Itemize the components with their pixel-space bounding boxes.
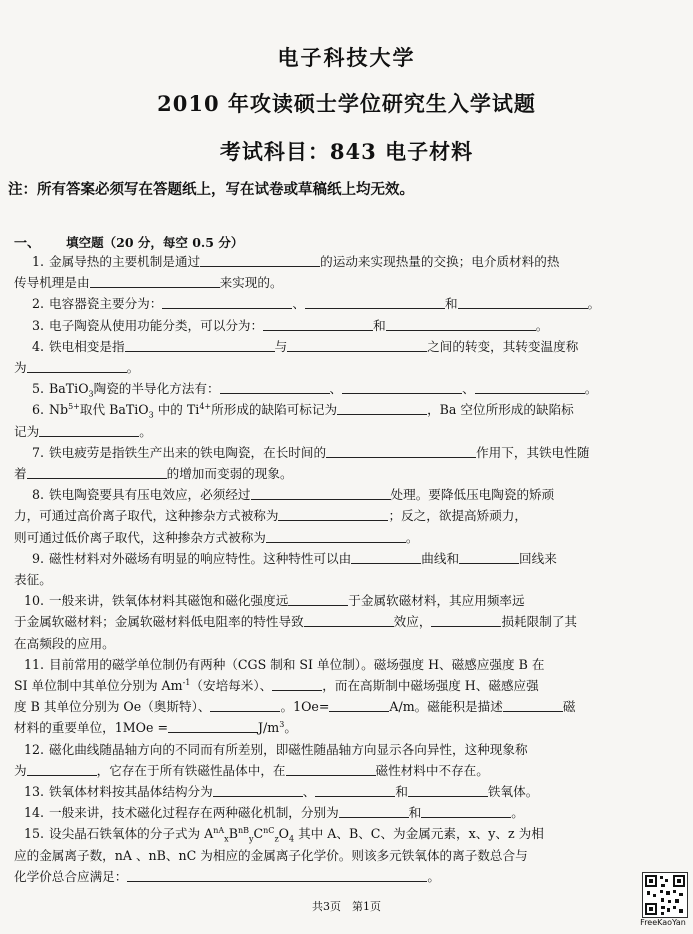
question-1: [14, 251, 684, 293]
question-number: 5.: [31, 381, 44, 397]
question-text: 力，可通过高价离子取代，这种掺杂方式被称为: [14, 508, 279, 524]
question-12: [14, 739, 684, 781]
question-text: BaTiO: [49, 381, 89, 397]
superscript: -1: [182, 677, 191, 687]
answer-blank: [287, 338, 427, 352]
question-text: J/m: [258, 720, 280, 736]
question-text: 一般来讲，技术磁化过程存在两种磁化机制，分别为: [49, 805, 339, 821]
answer-blank: [421, 804, 511, 818]
question-text: 于金属软磁材料；金属软磁材料低电阻率的特性导致: [14, 614, 304, 630]
question-4: [14, 336, 684, 378]
answer-blank: [251, 486, 391, 500]
question-text: 为: [14, 762, 27, 778]
question-text: 磁性材料中不存在。: [375, 762, 489, 778]
question-text: 于金属软磁材料，其应用频率远: [348, 593, 525, 609]
question-9: [14, 548, 684, 590]
question-text: 和: [395, 784, 408, 800]
question-text: 损耗限制了其: [501, 614, 577, 630]
question-text: 电子陶瓷从使用功能分类，可以分为：: [49, 317, 264, 333]
question-text: 表征。: [14, 572, 52, 588]
answer-blank: [277, 868, 427, 882]
question-number: 11.: [23, 656, 44, 672]
watermark-label: FreeKaoYan: [640, 918, 686, 927]
question-text: 、: [292, 296, 305, 312]
question-text: 、: [329, 381, 343, 397]
question-15: [14, 823, 684, 887]
question-text: 为: [14, 360, 27, 376]
question-number: 2.: [31, 296, 44, 312]
answer-blank: [386, 317, 536, 331]
superscript: 5+: [68, 402, 80, 412]
question-text: 化学价总合应满足：: [14, 868, 128, 884]
question-text: 。: [535, 317, 549, 333]
university-title: 电子科技大学: [277, 45, 416, 70]
question-text: SI 单位制中其单位分别为 Am: [14, 678, 183, 694]
superscript: nB: [237, 826, 249, 836]
answer-blank: [168, 719, 258, 733]
question-7: [14, 442, 684, 484]
question-text: ，Ba 空位所形成的缺陷标: [427, 402, 574, 418]
question-text: 回线来: [519, 550, 557, 566]
question-text: 磁化曲线随晶轴方向的不同而有所差别，即磁性随晶轴方向显示各向异性，这种现象称: [49, 741, 528, 757]
question-number: 4.: [31, 338, 44, 354]
question-text: 之间的转变，其转变温度称: [427, 338, 579, 354]
answer-blank: [213, 783, 303, 797]
answer-blank: [266, 529, 406, 543]
question-text: 铁电陶瓷要具有压电效应，必须经过: [49, 487, 251, 503]
section-header: [14, 232, 684, 251]
section-number: 一、: [14, 236, 41, 251]
answer-blank: [326, 444, 476, 458]
question-text: 。: [511, 805, 524, 821]
superscript: nC: [263, 826, 275, 836]
question-text: 一般来讲，铁氧体材料其磁饱和磁化强度远: [49, 593, 289, 609]
question-text: 。: [584, 381, 598, 397]
answer-blank: [351, 550, 421, 564]
question-text: （安培每米）、: [190, 678, 273, 694]
question-number: 1.: [31, 254, 44, 269]
question-text: 。: [587, 296, 601, 312]
question-number: 3.: [31, 317, 44, 333]
question-number: 9.: [31, 550, 44, 566]
question-text: 记为: [14, 423, 40, 439]
exam-title: 2010 年攻读硕士学位研究生入学试题: [157, 91, 536, 116]
question-text: Nb: [49, 402, 69, 418]
subscript: x: [224, 835, 229, 844]
answer-blank: [27, 359, 127, 373]
question-number: 7.: [31, 444, 44, 460]
answer-blank: [162, 295, 292, 309]
question-text: ，而在高斯制中磁场强度 H、磁感应强: [322, 678, 539, 694]
question-text: 其中 A、B、C、为金属元素，x、y、z 为相: [294, 826, 544, 842]
answer-blank: [286, 762, 376, 776]
question-text: 与: [274, 338, 288, 354]
question-text: B: [228, 826, 238, 842]
answer-blank: [39, 423, 139, 437]
answer-blank: [408, 783, 488, 797]
answer-blank: [278, 507, 388, 521]
answer-blank: [125, 338, 275, 352]
question-text: 、: [462, 381, 475, 397]
superscript: 4+: [199, 402, 212, 412]
question-text: 。: [139, 423, 152, 439]
question-text: ；反之，欲提高矫顽力，: [388, 508, 527, 524]
qr-code-icon: [642, 872, 688, 918]
exam-notice: 注：所有答案必须写在答题纸上，写在试卷或草稿纸上均无效。: [8, 181, 414, 198]
question-text: 磁: [562, 699, 576, 715]
question-text: 。: [284, 720, 297, 736]
answer-blank: [263, 317, 373, 331]
subscript: 3: [148, 410, 154, 420]
question-text: 所形成的缺陷可标记为: [211, 402, 338, 418]
question-13: [14, 781, 684, 802]
question-text: 铁电疲劳是指铁生产出来的铁电陶瓷，在长时间的: [49, 444, 327, 460]
question-14: [14, 802, 684, 823]
answer-blank: [127, 868, 277, 882]
answer-blank: [459, 550, 519, 564]
question-text: 。: [427, 868, 440, 884]
question-text: 。: [126, 360, 140, 376]
subscript: 4: [288, 835, 295, 844]
question-text: 。: [405, 529, 419, 545]
question-text: 在高频段的应用。: [14, 635, 115, 651]
question-text: 则可通过低价离子取代，这种掺杂方式被称为: [14, 529, 266, 545]
exam-subject: 考试科目：843 电子材料: [219, 139, 474, 164]
question-text: 着: [14, 466, 27, 482]
question-number: 6.: [31, 402, 44, 418]
answer-blank: [272, 677, 322, 691]
answer-blank: [304, 613, 394, 627]
page-footer: 共3页 第1页: [312, 900, 381, 913]
question-6: [14, 399, 684, 441]
question-3: [14, 315, 684, 336]
answer-blank: [220, 380, 330, 394]
subscript: y: [248, 835, 254, 844]
question-text: 铁氧体材料按其晶体结构分为: [49, 784, 213, 800]
answer-blank: [329, 698, 389, 712]
question-number: 12.: [23, 741, 44, 757]
question-text: C: [253, 826, 264, 842]
answer-blank: [339, 804, 409, 818]
question-text: 目前常用的磁学单位制仍有两种（CGS 制和 SI 单位制）。磁场强度 H、磁感应强度 B 在: [49, 656, 545, 672]
question-text: O: [278, 826, 289, 842]
question-text: 传导机理是由: [14, 275, 90, 291]
answer-blank: [342, 380, 462, 394]
answer-blank: [27, 465, 167, 479]
question-text: 中的 Ti: [153, 402, 200, 418]
question-text: 设尖晶石铁氧体的分子式为 A: [49, 826, 214, 842]
question-text: 来实现的。: [219, 275, 283, 291]
superscript: nA: [213, 826, 225, 836]
question-11: [14, 654, 684, 739]
question-text: 陶瓷的半导化方法有：: [93, 381, 220, 397]
question-text: 材料的重要单位，1MOe =: [14, 720, 168, 736]
question-list: [14, 251, 684, 887]
subscript: 3: [88, 389, 94, 399]
question-2: [14, 293, 684, 314]
question-text: 和: [373, 317, 386, 333]
question-text: 取代 BaTiO: [79, 402, 149, 418]
answer-blank: [305, 295, 445, 309]
section-title: 填空题（20 分，每空 0.5 分）: [66, 235, 244, 250]
question-10: [14, 590, 684, 654]
question-text: 磁性材料对外磁场有明显的响应特性。这种特性可以由: [49, 550, 352, 566]
answer-blank: [458, 295, 588, 309]
question-text: 和: [444, 296, 458, 312]
question-text: 应的金属离子数，nA 、nB、nC 为相应的金属离子化学价。则该多元铁氧体的离子数总合与: [14, 847, 528, 863]
question-text: 。1Oe=: [280, 699, 330, 715]
question-text: 的增加而变弱的现象。: [166, 466, 293, 482]
question-text: A/m。磁能积是描述: [389, 699, 503, 715]
question-text: 作用下，其铁电性随: [476, 444, 590, 460]
answer-blank: [315, 783, 395, 797]
question-text: 铁电相变是指: [49, 338, 125, 354]
question-number: 8.: [31, 487, 44, 503]
question-text: 和: [408, 805, 422, 821]
subscript: z: [274, 835, 279, 844]
question-text: 度 B 其单位分别为 Oe（奥斯特）、: [14, 699, 211, 715]
question-text: 电容器瓷主要分为：: [49, 296, 163, 312]
question-5: [14, 378, 684, 399]
question-text: 处理。要降低压电陶瓷的矫顽: [390, 487, 555, 503]
answer-blank: [337, 401, 427, 415]
answer-blank: [431, 613, 501, 627]
question-number: 14.: [23, 805, 44, 821]
answer-blank: [27, 762, 97, 776]
answer-blank: [475, 380, 585, 394]
question-text: 金属导热的主要机制是通过: [49, 254, 201, 269]
superscript: 3: [279, 720, 285, 730]
question-text: 的运动来实现热量的交换；电介质材料的热: [320, 254, 560, 269]
question-8: [14, 484, 684, 548]
answer-blank: [210, 698, 280, 712]
question-text: ，它存在于所有铁磁性晶体中，在: [96, 762, 286, 778]
question-number: 10.: [23, 593, 44, 609]
answer-blank: [503, 698, 563, 712]
answer-blank: [200, 253, 320, 267]
question-number: 15.: [23, 826, 44, 842]
question-text: 曲线和: [421, 550, 460, 566]
question-text: 效应，: [393, 614, 432, 630]
question-text: 、: [302, 784, 316, 800]
question-text: 铁氧体。: [487, 784, 539, 800]
question-number: 13.: [23, 784, 44, 800]
answer-blank: [288, 592, 348, 606]
answer-blank: [90, 274, 220, 288]
